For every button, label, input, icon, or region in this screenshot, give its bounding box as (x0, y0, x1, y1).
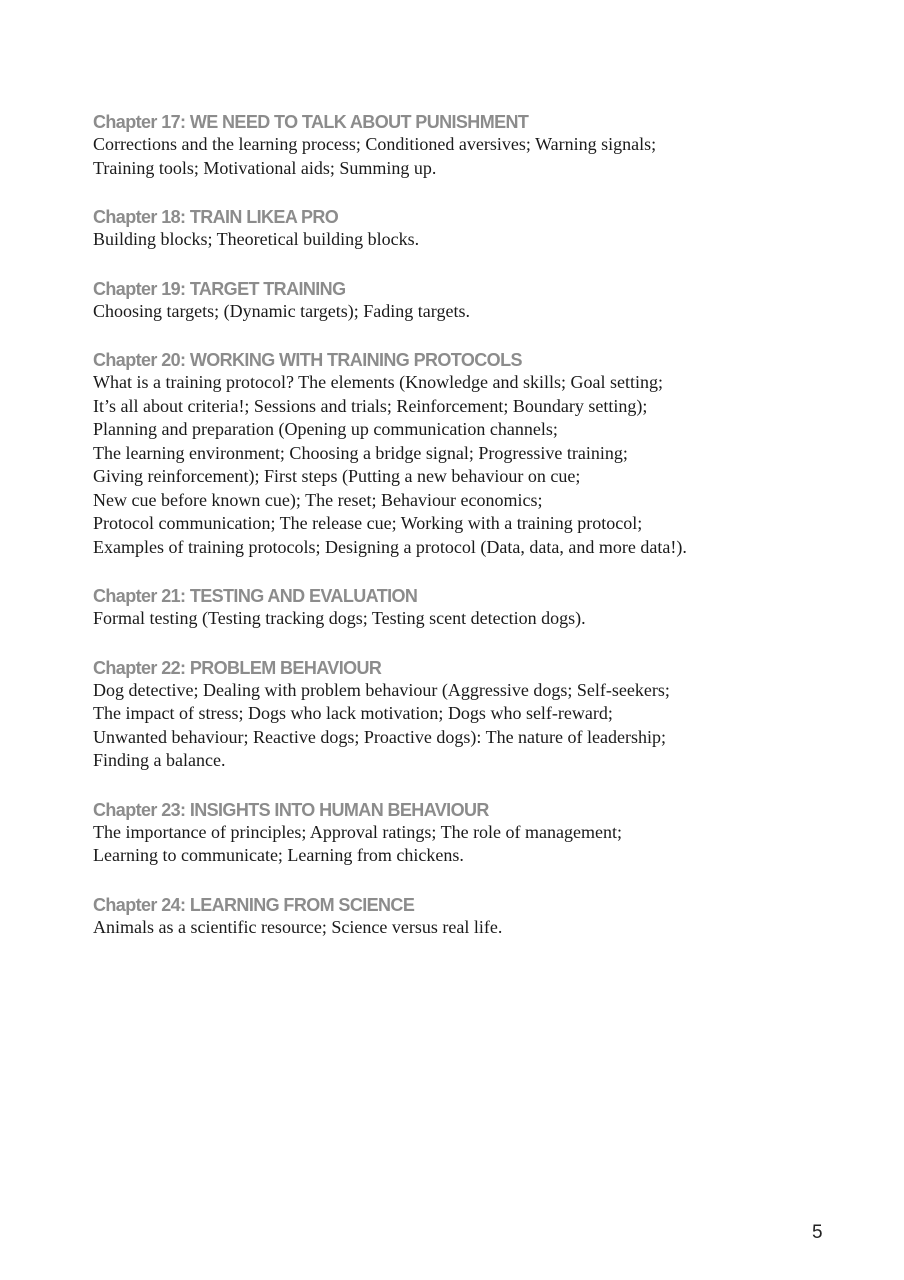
chapter-description (93, 300, 833, 324)
chapter-21 (93, 585, 833, 631)
chapter-17 (93, 111, 833, 180)
chapter-description (93, 679, 833, 773)
description-line: Giving reinforcement); First steps (Putting a new behaviour on cue; (93, 466, 581, 486)
chapter-description (93, 371, 833, 559)
description-line: Protocol communication; The release cue; Working with a training protocol; (93, 513, 643, 533)
description-line: The learning environment; Choosing a bridge signal; Progressive training; (93, 442, 628, 463)
description-line: Training tools; Motivational aids; Summing up. (93, 157, 437, 178)
table-of-contents (93, 111, 833, 965)
chapter-20 (93, 349, 833, 559)
page-number: 5 (812, 1222, 823, 1243)
chapter-title: Chapter 18: TRAIN LIKEA PRO (93, 207, 339, 227)
description-line: What is a training protocol? The elements (Knowledge and skills; Goal setting; (93, 372, 664, 392)
chapter-title: Chapter 20: WORKING WITH TRAINING PROTOCOLS (93, 350, 522, 370)
description-line: New cue before known cue); The reset; Behaviour economics; (93, 489, 543, 510)
chapter-description (93, 133, 833, 180)
chapter-title: Chapter 24: LEARNING FROM SCIENCE (93, 894, 415, 915)
chapter-19 (93, 278, 833, 324)
description-line: Examples of training protocols; Designing a protocol (Data, data, and more data!). (93, 536, 687, 557)
description-line: Dog detective; Dealing with problem behaviour (Aggressive dogs; Self-seekers; (93, 679, 670, 700)
description-line: Planning and preparation (Opening up communication channels; (93, 419, 558, 439)
description-line: Animals as a scientific resource; Science versus real life. (93, 916, 503, 937)
description-line: Finding a balance. (93, 750, 226, 770)
chapter-18 (93, 206, 833, 252)
chapter-title: Chapter 23: INSIGHTS INTO HUMAN BEHAVIOUR (93, 799, 489, 820)
chapter-23 (93, 799, 833, 868)
description-line: Learning to communicate; Learning from chickens. (93, 845, 464, 865)
chapter-description (93, 821, 833, 868)
chapter-description (93, 228, 833, 252)
description-line: Building blocks; Theoretical building blocks. (93, 229, 420, 249)
description-line: The impact of stress; Dogs who lack motivation; Dogs who self-reward; (93, 703, 613, 723)
chapter-22 (93, 657, 833, 773)
chapter-description (93, 916, 833, 940)
description-line: Formal testing (Testing tracking dogs; Testing scent detection dogs). (93, 608, 586, 628)
chapter-title: Chapter 22: PROBLEM BEHAVIOUR (93, 657, 382, 678)
chapter-description (93, 607, 833, 631)
description-line: Choosing targets; (Dynamic targets); Fading targets. (93, 300, 470, 321)
description-line: Corrections and the learning process; Conditioned aversives; Warning signals; (93, 134, 657, 154)
chapter-title: Chapter 19: TARGET TRAINING (93, 278, 346, 299)
chapter-title: Chapter 17: WE NEED TO TALK ABOUT PUNISHMENT (93, 112, 529, 132)
chapter-24 (93, 894, 833, 940)
description-line: It’s all about criteria!; Sessions and trials; Reinforcement; Boundary setting); (93, 395, 648, 416)
chapter-title: Chapter 21: TESTING AND EVALUATION (93, 586, 418, 606)
description-line: Unwanted behaviour; Reactive dogs; Proactive dogs): The nature of leadership; (93, 726, 666, 747)
description-line: The importance of principles; Approval ratings; The role of management; (93, 821, 623, 842)
